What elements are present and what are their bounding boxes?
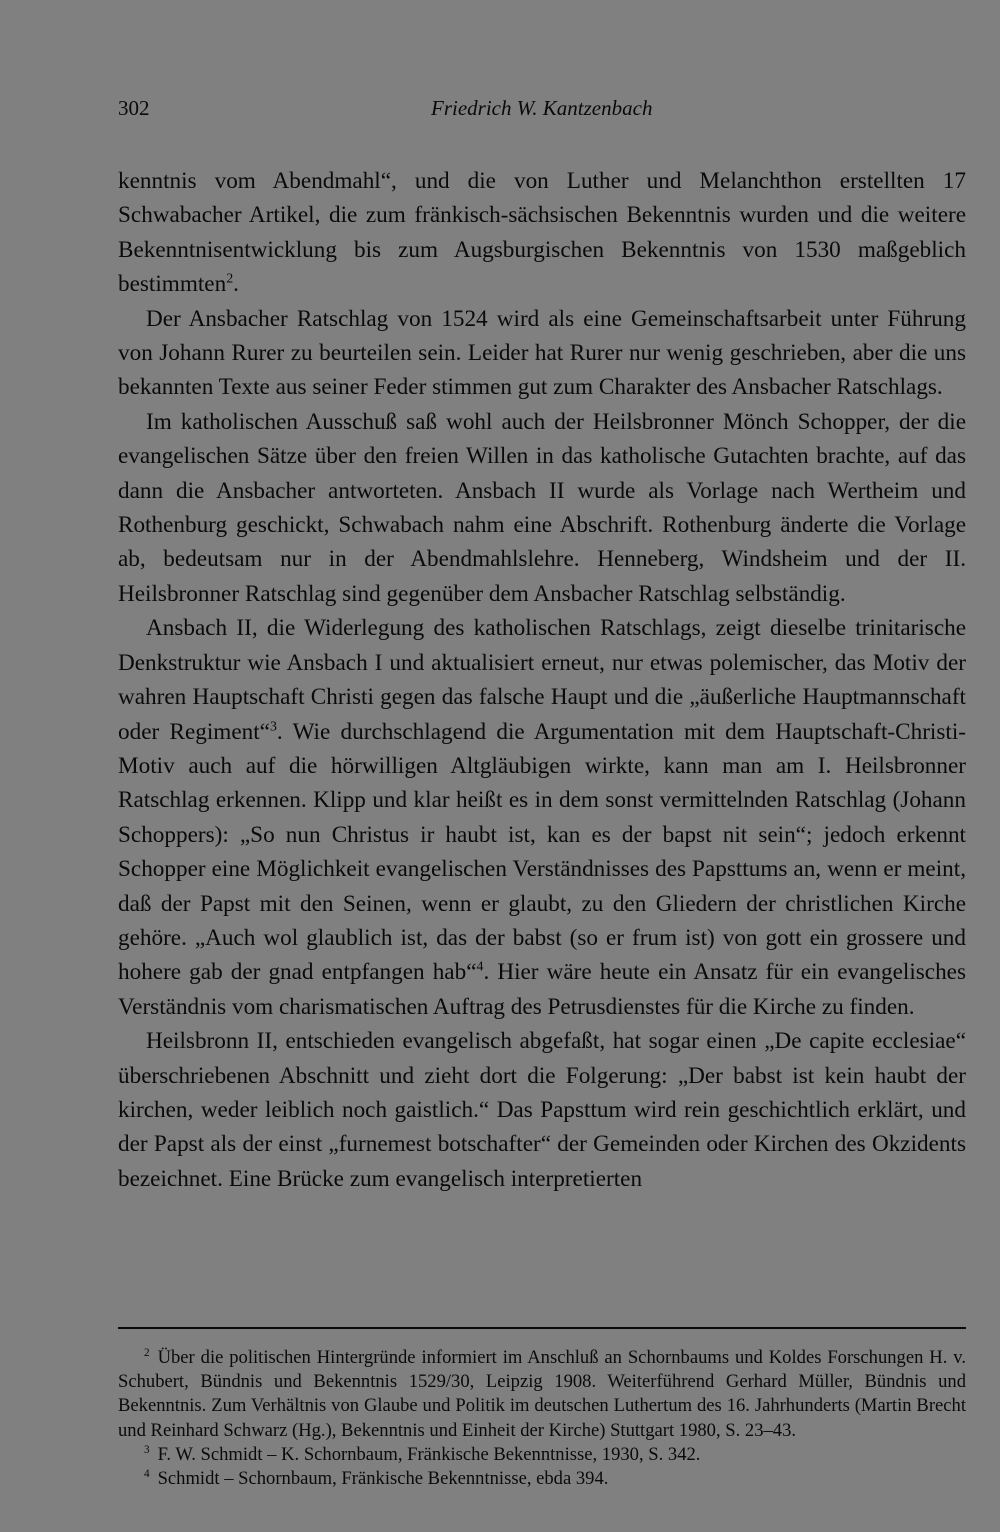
paragraph-text: kenntnis vom Abendmahl“, und die von Luther und Melanchthon erstellten 17 Schwabacher Artikel, die zum fränkisch-sächsischen Bekenntnis wurden und die weitere Bekenntnisentwicklung bis zum Augsburgischen Bekenntnis von 1530 maßgeblich bestimmten	[118, 168, 966, 298]
running-head: Friedrich W. Kantzenbach	[431, 96, 653, 120]
footnote-mark: 3	[144, 1443, 150, 1456]
paragraph-text: Ansbach II, die Widerlegung des katholischen Ratschlags, zeigt dieselbe trinitarische Denkstruktur wie Ansbach I und aktualisiert erneut, nur etwas polemischer, das Motiv der wahren Hauptschaft Christi gegen das falsche Haupt und die „äußerliche Hauptmannschaft oder Regiment“	[118, 615, 966, 745]
paragraph-text: . Hier wäre heute ein Ansatz für ein evangelisches Verständnis vom charismatischen Auftrag des Petrusdienstes für die Kirche zu finden.	[118, 959, 966, 1020]
paragraph	[118, 164, 966, 302]
footnote-separator	[118, 1327, 966, 1329]
paragraph	[118, 611, 966, 1024]
body-text	[118, 164, 966, 1196]
footnote-reference: 4	[476, 959, 484, 975]
paragraph-text: . Wie durchschlagend die Argumentation mit dem Hauptschaft-Christi-Motiv auch auf die hörwilligen Altgläubigen wirkte, kann man am I. Heilsbronner Ratschlag erkennen. Klipp und klar heißt es in dem sonst vermittelnden Ratschlag (Johann Schoppers): „So nun Christus ir haubt ist, kan es der bapst nit sein“; jedoch erkennt Schopper eine Möglichkeit evangelischen Verständnisses des Papsttums an, wenn er meint, daß der Papst mit den Seinen, wenn er glaubt, zu den Gliedern der christlichen Kirche gehöre. „Auch wol glaublich ist, das der babst (so er frum ist) von gott ein grossere und hohere gab der gnad entpfangen hab“	[118, 718, 966, 986]
footnote-mark: 2	[144, 1346, 150, 1359]
footnote-text: F. W. Schmidt – K. Schornbaum, Fränkische Bekenntnisse, 1930, S. 342.	[157, 1443, 701, 1465]
footnote-reference: 2	[226, 271, 234, 287]
paragraph-text: .	[233, 271, 239, 298]
footnote	[118, 1443, 966, 1467]
footnotes	[118, 1346, 966, 1491]
paragraph	[118, 405, 966, 611]
footnote-mark: 4	[144, 1467, 150, 1480]
footnote	[118, 1467, 966, 1491]
footnote-text: Schmidt – Schornbaum, Fränkische Bekenntnisse, ebda 394.	[157, 1468, 609, 1490]
paragraph	[118, 302, 966, 405]
page-number: 302	[118, 96, 150, 120]
footnote-reference: 3	[269, 718, 277, 734]
footnote-text: Über die politischen Hintergründe informiert im Anschluß an Schornbaums und Koldes Forschungen H. v. Schubert, Bündnis und Bekenntnis 1529/30, Leipzig 1908. Weiterführend Gerhard Müller, Bündnis und Bekenntnis. Zum Verhältnis von Glaube und Politik im deutschen Luthertum des 16. Jahrhunderts (Martin Brecht und Reinhard Schwarz (Hg.), Bekenntnis und Einheit der Kirche) Stuttgart 1980, S. 23–43.	[118, 1347, 966, 1441]
paragraph-text: Im katholischen Ausschuß saß wohl auch der Heilsbronner Mönch Schopper, der die evangelischen Sätze über den freien Willen in das katholische Gutachten brachte, auf das dann die Ansbacher antworteten. Ansbach II wurde als Vorlage nach Wertheim und Rothenburg geschickt, Schwabach nahm eine Abschrift. Rothenburg änderte die Vorlage ab, bedeutsam nur in der Abendmahlslehre. Henneberg, Windsheim und der II. Heilsbronner Ratschlag sind gegenüber dem Ansbacher Ratschlag selbständig.	[118, 408, 966, 607]
paragraph-text: Heilsbronn II, entschieden evangelisch abgefaßt, hat sogar einen „De capite ecclesiae“ überschriebenen Abschnitt und zieht dort die Folgerung: „Der babst ist kein haubt der kirchen, weder leiblich noch gaistlich.“ Das Papsttum wird rein geschichtlich erklärt, und der Papst als der einst „furnemest botschafter“ der Gemeinden oder Kirchen des Okzidents bezeichnet. Eine Brücke zum evangelisch interpretierten	[118, 1028, 966, 1192]
footnote	[118, 1346, 966, 1443]
page-header	[118, 96, 966, 126]
paragraph	[118, 1024, 966, 1196]
paragraph-text: Der Ansbacher Ratschlag von 1524 wird als eine Gemeinschaftsarbeit unter Führung von Johann Rurer zu beurteilen sein. Leider hat Rurer nur wenig geschrieben, aber die uns bekannten Texte aus seiner Feder stimmen gut zum Charakter des Ansbacher Ratschlags.	[118, 305, 966, 401]
